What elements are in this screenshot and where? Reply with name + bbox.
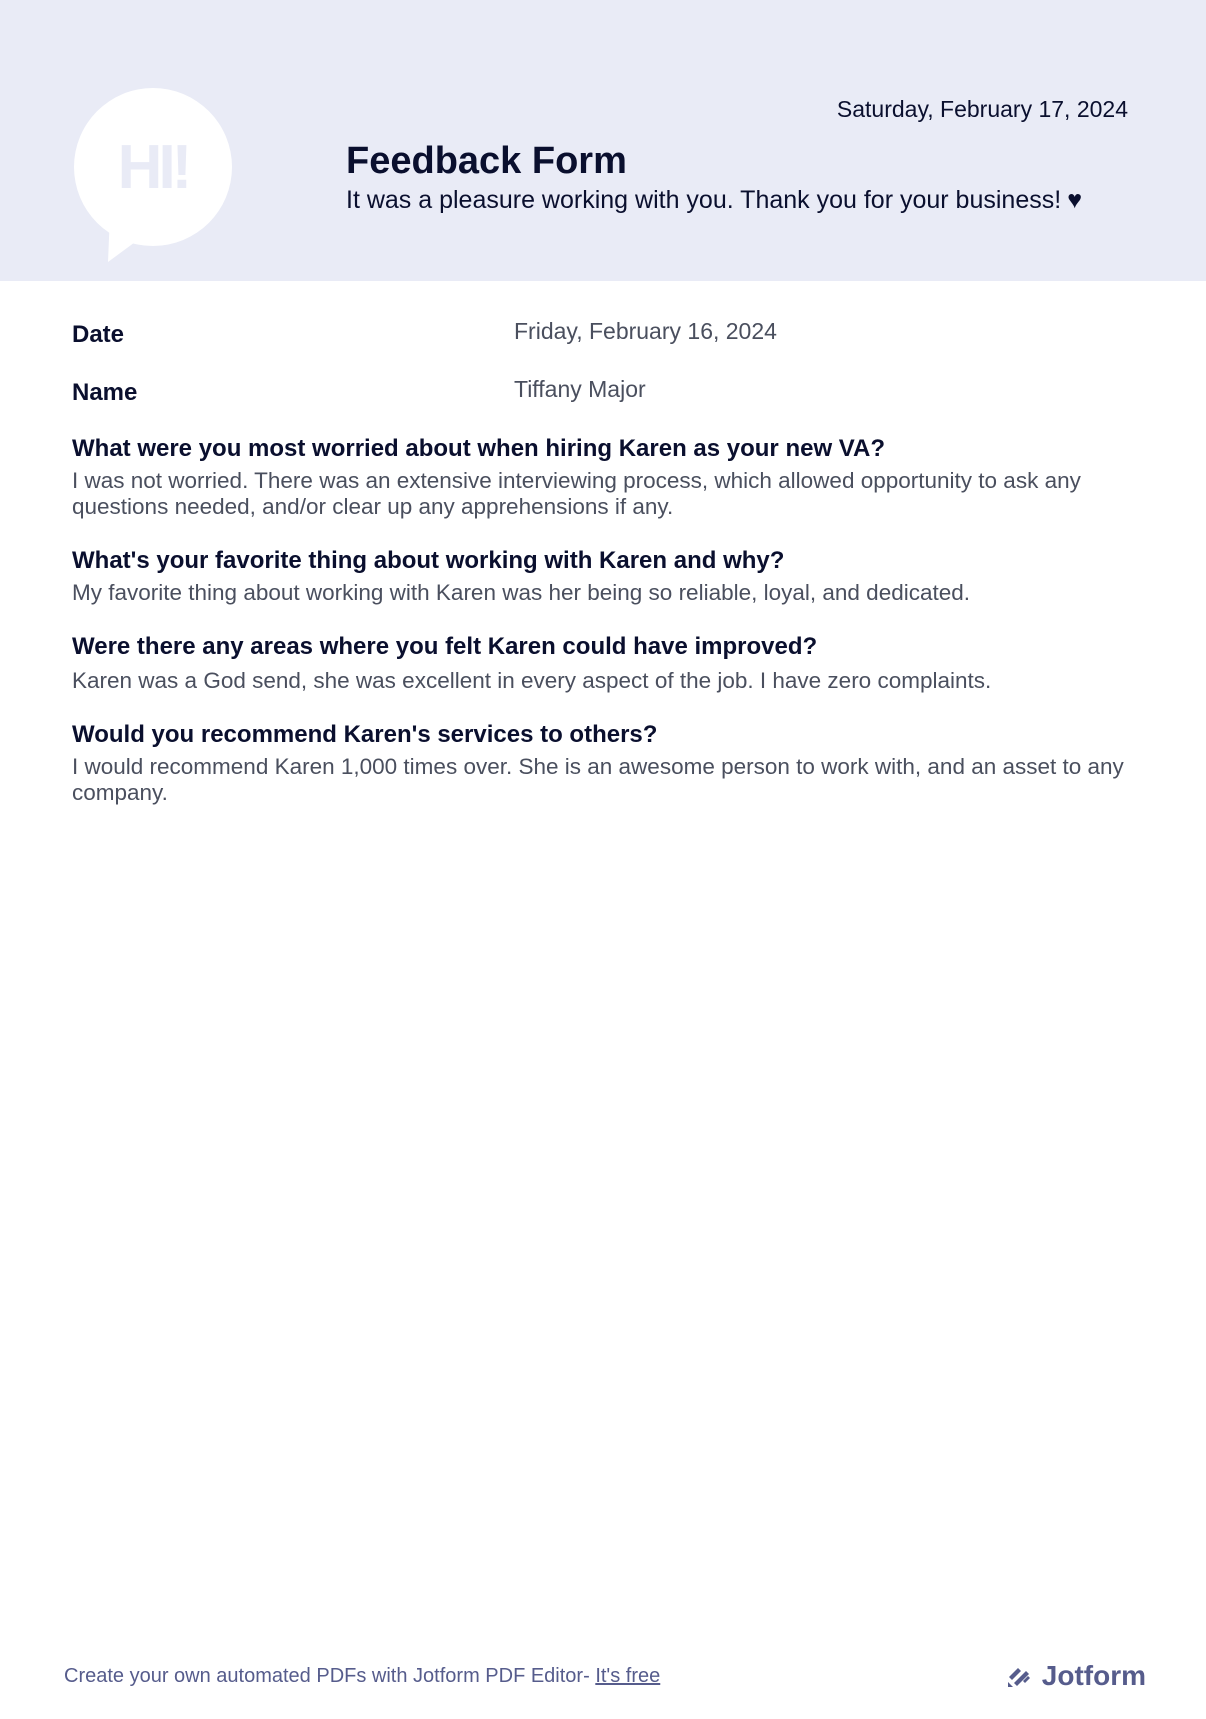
answer-text: Karen was a God send, she was excellent in every aspect of the job. I have zero complaints. (72, 668, 992, 693)
page-subtitle (346, 186, 1082, 215)
answer-text: I was not worried. There was an extensive interviewing process, which allowed opportunity to ask any questions needed, and/or clear up any apprehensions if any. (72, 468, 1081, 519)
its-free-link[interactable]: It's free (595, 1665, 661, 1687)
question-block (72, 546, 1134, 606)
footer-text: Create your own automated PDFs with Jotform PDF Editor- (64, 1665, 596, 1687)
answer-text: I would recommend Karen 1,000 times over. She is an awesome person to work with, and an asset to any company. (72, 754, 1124, 805)
question-block (72, 434, 1134, 520)
answer-text: My favorite thing about working with Karen was her being so reliable, loyal, and dedicated. (72, 580, 971, 605)
jotform-logo-icon (1006, 1663, 1032, 1689)
question-block (72, 720, 1134, 806)
speech-bubble-icon (72, 86, 234, 266)
date-label: Date (72, 321, 125, 348)
jotform-brand-name: Jotform (1041, 1660, 1146, 1691)
date-value: Friday, February 16, 2024 (514, 318, 777, 344)
name-row (72, 376, 1134, 434)
question-text: Would you recommend Karen's services to others? (72, 721, 658, 748)
subtitle-text: It was a pleasure working with you. Thank you for your business! (346, 186, 1062, 214)
speech-bubble-text: HI! (117, 133, 189, 202)
date-row (72, 318, 1134, 376)
question-block (72, 632, 1134, 694)
question-text: What were you most worried about when hiring Karen as your new VA? (72, 435, 885, 462)
name-value: Tiffany Major (514, 376, 646, 402)
jotform-brand[interactable] (1006, 1660, 1146, 1692)
heart-icon: ♥ (1067, 186, 1083, 214)
footer-note (64, 1665, 660, 1688)
header-date: Saturday, February 17, 2024 (836, 96, 1128, 122)
page-title: Feedback Form (346, 140, 627, 182)
name-label: Name (72, 379, 138, 406)
header-banner (0, 0, 1206, 281)
question-text: What's your favorite thing about working with Karen and why? (72, 547, 785, 574)
question-text: Were there any areas where you felt Karen could have improved? (72, 633, 818, 660)
form-content (72, 318, 1134, 832)
